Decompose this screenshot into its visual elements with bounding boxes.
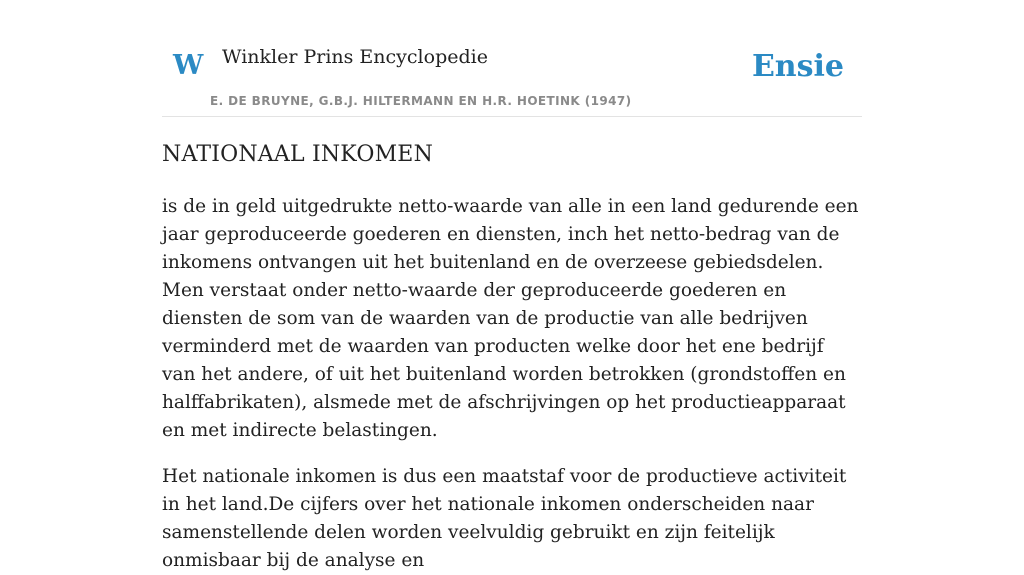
article-title: NATIONAAL INKOMEN	[162, 142, 434, 167]
authors-byline: E. DE BRUYNE, G.B.J. HILTERMANN EN H.R. HOETINK (1947)	[210, 94, 632, 108]
article-paragraph-1: is de in geld uitgedrukte netto-waarde van alle in een land gedurende een jaar geproduceerde goederen en diensten, inch het netto-bedrag van de inkomens ontvangen uit het buitenland en de overzeese gebiedsdelen. Men verstaat onder netto-waarde der geproduceerde goederen en diensten de som van de waarden van de productie van alle bedrijven verminderd met de waarden van producten welke door het ene bedrijf van het andere, of uit het buitenland worden betrokken (grondstoffen en halffabrikaten), alsmede met de afschrijvingen op het productieapparaat en met indirecte belastingen.	[162, 196, 859, 441]
site-title: Winkler Prins Encyclopedie	[222, 46, 488, 68]
ensie-logo[interactable]: Ensie	[751, 49, 844, 84]
winkler-prins-logo[interactable]: W	[173, 50, 204, 81]
article	[162, 140, 862, 575]
article-paragraph-2: Het nationale inkomen is dus een maatstaf voor de productieve activiteit in het land.De cijfers over het nationale inkomen onderscheiden naar samenstellende delen worden veelvuldig gebruikt en zijn feitelijk onmisbaar bij de analyse en	[162, 466, 847, 571]
site-header	[162, 0, 862, 117]
